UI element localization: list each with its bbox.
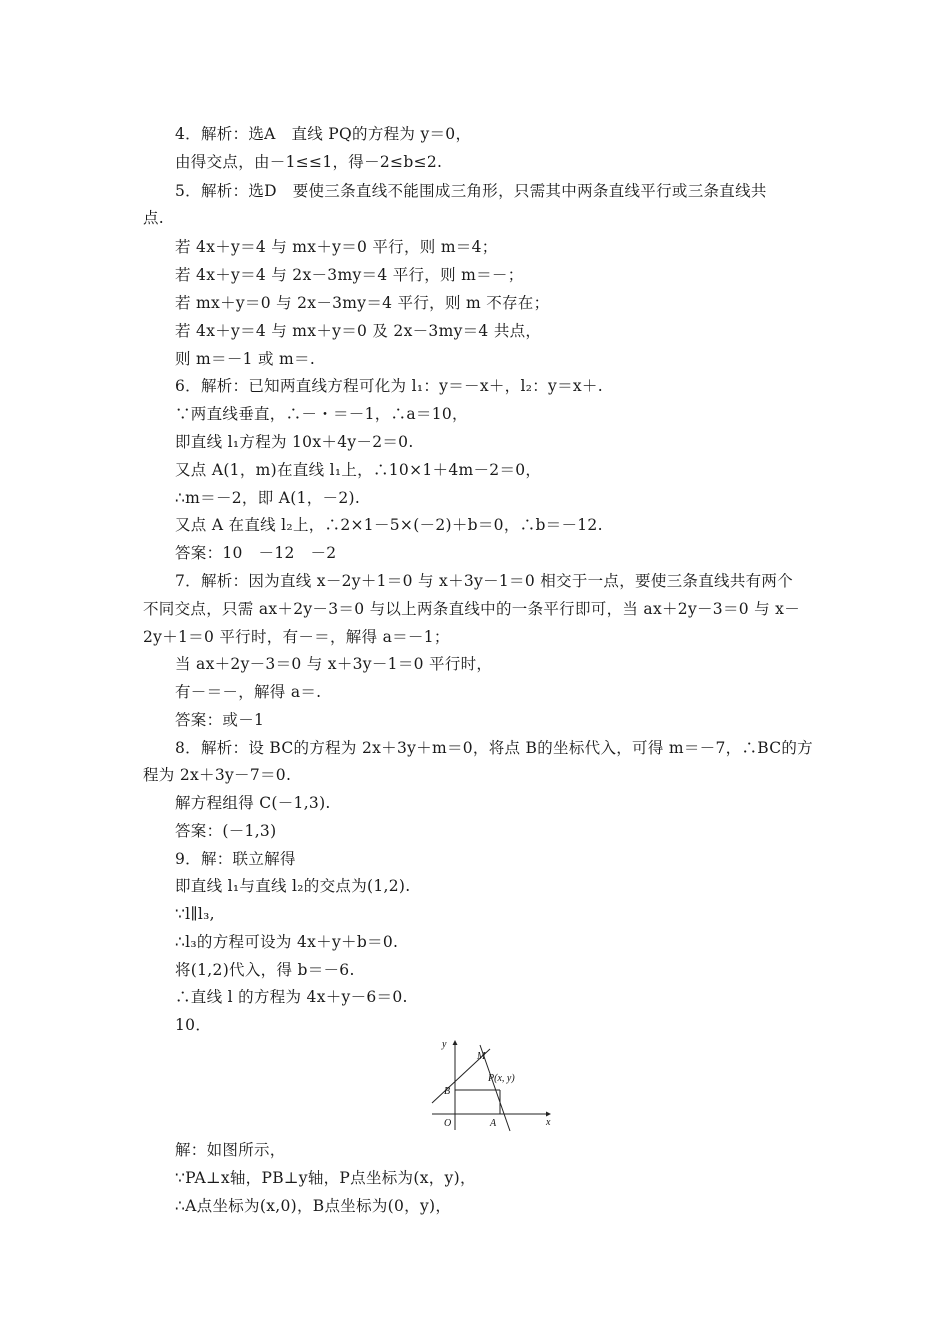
text-line: 8．解析：设 BC的方程为 2x＋3y＋m＝0，将点 B的坐标代入，可得 m＝－7，∴BC的方	[175, 739, 813, 757]
label-y: y	[442, 1039, 447, 1050]
text-line: ∴l₃的方程可设为 4x＋y＋b＝0.	[175, 933, 399, 951]
text-line: ∵两直线垂直，∴－・＝－1，∴a＝10，	[175, 405, 468, 423]
text-line: 6．解析：已知两直线方程可化为 l₁：y＝－x＋，l₂：y＝x＋.	[175, 377, 603, 395]
text-line: 有－＝－，解得 a＝.	[175, 683, 322, 701]
text-line: 若 4x＋y＝4 与 mx＋y＝0 平行，则 m＝4；	[175, 238, 498, 256]
coordinate-diagram	[430, 1035, 560, 1135]
label-x: x	[546, 1117, 551, 1128]
text-line: 将(1,2)代入，得 b＝－6.	[175, 961, 355, 979]
text-line: 当 ax＋2y－3＝0 与 x＋3y－1＝0 平行时，	[175, 655, 493, 673]
text-line: 若 4x＋y＝4 与 mx＋y＝0 及 2x－3my＝4 共点，	[175, 322, 542, 340]
text-line: 不同交点，只需 ax＋2y－3＝0 与以上两条直线中的一条平行即可，当 ax＋2y－3＝0 与 x－	[143, 600, 801, 618]
text-line: 4．解析：选A 直线 PQ的方程为 y＝0，	[175, 125, 472, 143]
text-line: 解方程组得 C(－1,3).	[175, 794, 331, 812]
text-line: ∵l∥l₃,	[175, 905, 215, 923]
text-line: 5．解析：选D 要使三条直线不能围成三角形，只需其中两条直线平行或三条直线共	[175, 182, 767, 200]
y-axis-arrow	[453, 1040, 458, 1045]
text-line: 若 mx＋y＝0 与 2x－3my＝4 平行，则 m 不存在；	[175, 294, 550, 312]
text-line: ∴直线 l 的方程为 4x＋y－6＝0.	[175, 988, 408, 1006]
text-line: 由得交点，由－1≤≤1，得－2≤b≤2.	[175, 153, 443, 171]
text-line: 9．解：联立解得	[175, 850, 296, 868]
text-line: 即直线 l₁与直线 l₂的交点为(1,2).	[175, 877, 411, 895]
text-line: 答案：10 －12 －2	[175, 544, 337, 562]
text-line: ∴m＝－2，即 A(1，－2).	[175, 489, 361, 507]
label-a: A	[490, 1118, 497, 1129]
text-line: 若 4x＋y＝4 与 2x－3my＝4 平行，则 m＝－；	[175, 266, 524, 284]
text-line: ∵PA⊥x轴，PB⊥y轴，P点坐标为(x，y)，	[175, 1169, 476, 1187]
text-line: 2y＋1＝0 平行时，有－＝，解得 a＝－1；	[143, 628, 450, 646]
text-line: 解：如图所示，	[175, 1141, 286, 1159]
x-axis-arrow	[546, 1112, 551, 1117]
coordinate-figure	[430, 1035, 560, 1135]
text-line: 点.	[143, 209, 165, 227]
label-o: O	[444, 1118, 452, 1129]
text-line: 又点 A(1，m)在直线 l₁上，∴10×1＋4m－2＝0，	[175, 461, 542, 479]
text-line: 答案：(－1,3)	[175, 822, 277, 840]
text-line: ∴A点坐标为(x,0)，B点坐标为(0，y)，	[175, 1197, 452, 1215]
text-line: 答案：或－1	[175, 711, 265, 729]
label-m: M	[477, 1051, 486, 1062]
text-line: 7．解析：因为直线 x－2y＋1＝0 与 x＋3y－1＝0 相交于一点，要使三条直线共有两个	[175, 572, 794, 590]
text-line: 即直线 l₁方程为 10x＋4y－2＝0.	[175, 433, 414, 451]
label-b: B	[444, 1086, 451, 1097]
label-p: P(x, y)	[488, 1073, 515, 1084]
text-line: 10．	[175, 1016, 212, 1034]
text-line: 则 m＝－1 或 m＝.	[175, 350, 316, 368]
text-line: 程为 2x＋3y－7＝0.	[143, 766, 292, 784]
text-line: 又点 A 在直线 l₂上，∴2×1－5×(－2)＋b＝0，∴b＝－12.	[175, 516, 603, 534]
